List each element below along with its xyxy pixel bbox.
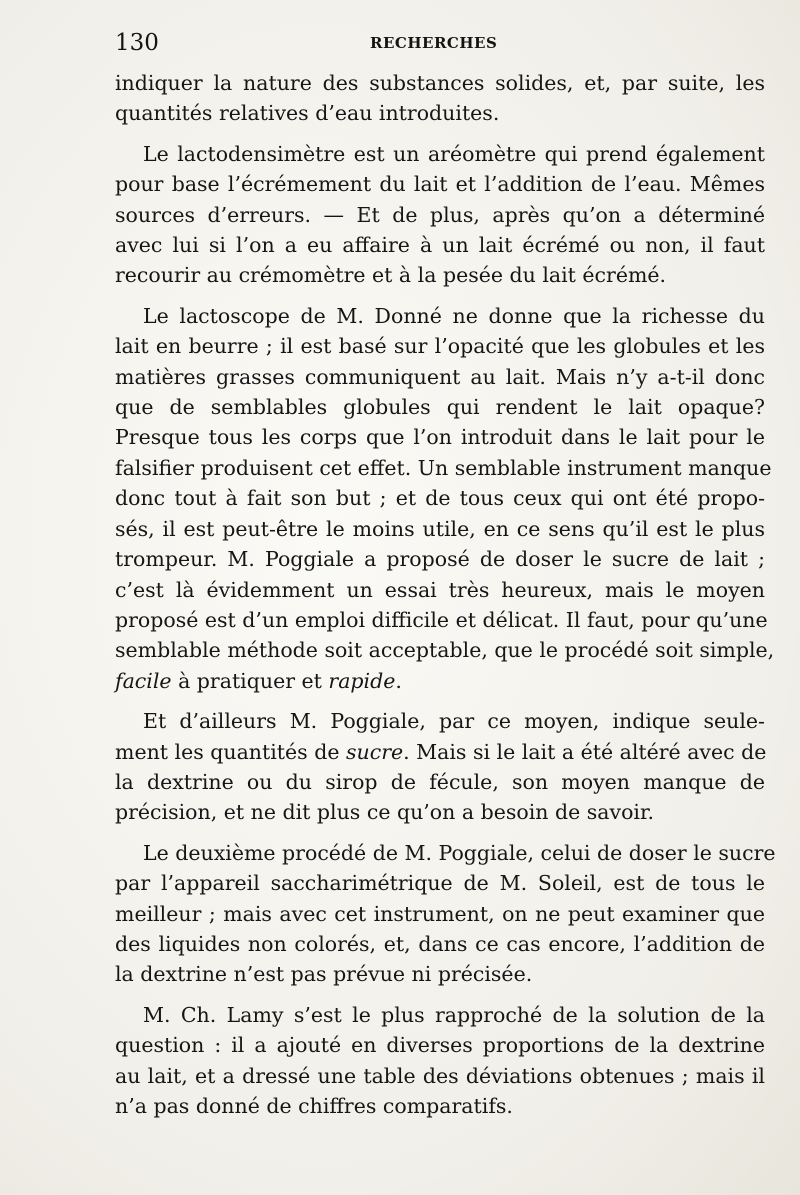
text-fragment: . Mais si le lait a été altéré avec de bbox=[403, 739, 767, 764]
paragraph-3 bbox=[115, 301, 775, 696]
running-head: RECHERCHES bbox=[370, 34, 498, 52]
text-line: n’a pas donné de chiffres comparatifs. bbox=[115, 1094, 513, 1118]
text-line: Le deuxième procédé de M. Poggiale, celui de doser le sucre bbox=[143, 840, 776, 865]
text-line: donc tout à fait son but ; et de tous ceux qui ont été propo- bbox=[115, 486, 765, 511]
italic-word: sucre bbox=[345, 739, 404, 764]
text-line: proposé est d’un emploi difficile et délicat. Il faut, pour qu’une bbox=[115, 607, 768, 632]
text-line: Le lactoscope de M. Donné ne donne que la richesse du bbox=[143, 303, 765, 328]
text-fragment: . bbox=[395, 668, 402, 693]
italic-word: facile bbox=[115, 668, 172, 693]
text-line: la dextrine ou du sirop de fécule, son moyen manque de bbox=[115, 769, 765, 794]
text-line: sés, il est peut-être le moins utile, en ce sens qu’il est le plus bbox=[115, 516, 765, 541]
text-line: M. Ch. Lamy s’est le plus rapproché de la solution de la bbox=[143, 1002, 765, 1027]
text-line: avec lui si l’on a eu affaire à un lait écrémé ou non, il faut bbox=[115, 233, 765, 258]
paragraph-5 bbox=[115, 838, 776, 990]
text-line: question : il a ajouté en diverses proportions de la dextrine bbox=[115, 1033, 765, 1058]
text-line: Presque tous les corps que l’on introduit dans le lait pour le bbox=[115, 425, 765, 450]
paragraph-4 bbox=[115, 706, 765, 828]
text-line: indiquer la nature des substances solides, et, par suite, les bbox=[115, 71, 765, 95]
text-line: que de semblables globules qui rendent le lait opaque? bbox=[115, 395, 765, 420]
paragraph-6 bbox=[115, 1000, 765, 1122]
page-header bbox=[115, 30, 755, 66]
italic-word: rapide bbox=[328, 668, 396, 693]
text-line: quantités relatives d’eau introduites. bbox=[115, 101, 500, 126]
paragraph-1 bbox=[115, 68, 765, 129]
text-line: la dextrine n’est pas prévue ni précisée. bbox=[115, 962, 533, 987]
text-line: falsifier produisent cet effet. Un semblable instrument manque bbox=[115, 455, 772, 480]
text-fragment: à pratiquer et bbox=[171, 668, 329, 693]
text-line bbox=[115, 737, 765, 767]
text-line: des liquides non colorés, et, dans ce cas encore, l’addition de bbox=[115, 931, 765, 956]
text-line bbox=[115, 666, 765, 696]
text-line: sources d’erreurs. — Et de plus, après qu’on a déterminé bbox=[115, 202, 765, 227]
text-line: Et d’ailleurs M. Poggiale, par ce moyen, indique seule- bbox=[143, 709, 765, 734]
text-line: matières grasses communiquent au lait. Mais n’y a-t-il donc bbox=[115, 364, 765, 389]
paragraph-2 bbox=[115, 139, 765, 291]
text-line: meilleur ; mais avec cet instrument, on ne peut examiner que bbox=[115, 901, 765, 926]
text-line: Le lactodensimètre est un aréomètre qui prend également bbox=[143, 141, 765, 166]
text-line: semblable méthode soit acceptable, que le procédé soit simple, bbox=[115, 638, 775, 663]
text-line: trompeur. M. Poggiale a proposé de doser le sucre de lait ; bbox=[115, 547, 765, 572]
page-number: 130 bbox=[115, 30, 159, 56]
text-line: lait en beurre ; il est basé sur l’opacité que les globules et les bbox=[115, 334, 765, 359]
text-line: recourir au crémomètre et à la pesée du lait écrémé. bbox=[115, 263, 667, 288]
body-text bbox=[115, 68, 776, 1131]
text-fragment: ment les quantités de bbox=[115, 739, 346, 764]
text-line: pour base l’écrémement du lait et l’addition de l’eau. Mêmes bbox=[115, 172, 765, 197]
text-line: au lait, et a dressé une table des déviations obtenues ; mais il bbox=[115, 1063, 765, 1088]
text-line: par l’appareil saccharimétrique de M. Soleil, est de tous le bbox=[115, 871, 765, 896]
text-line: c’est là évidemment un essai très heureux, mais le moyen bbox=[115, 577, 765, 602]
text-line: précision, et ne dit plus ce qu’on a besoin de savoir. bbox=[115, 800, 655, 825]
